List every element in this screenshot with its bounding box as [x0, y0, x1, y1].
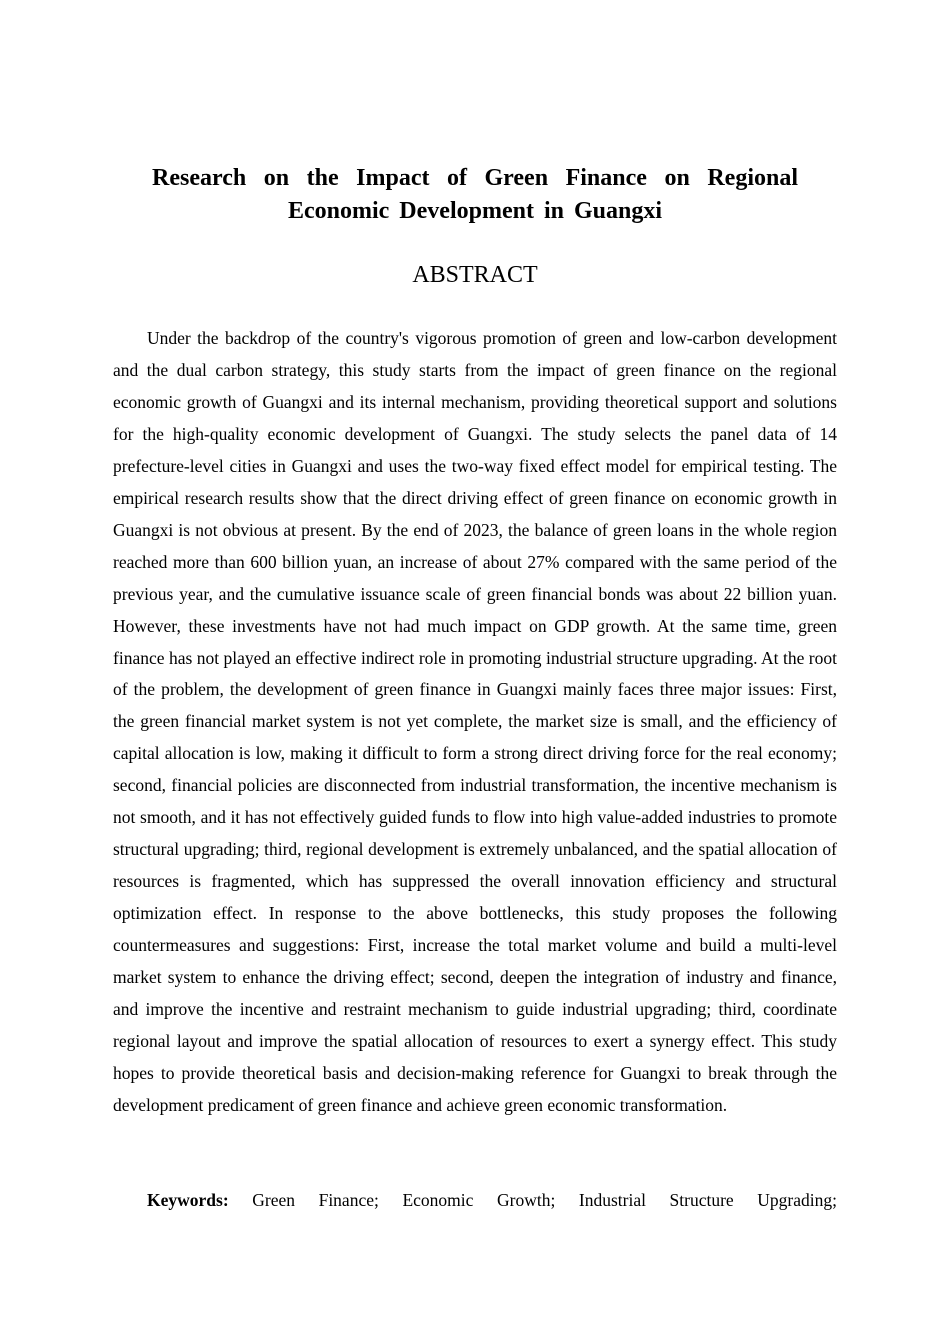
paper-title [152, 162, 798, 228]
paper-title-line-1: Research on the Impact of Green Finance on Regional [152, 165, 798, 191]
abstract-heading: ABSTRACT [412, 262, 538, 288]
abstract-body: Under the backdrop of the country's vigorous promotion of green and low-carbon development and the dual carbon strategy, this study starts from the impact of green finance on the regional economic growth of Guangxi and its internal mechanism, providing theoretical support and solutions for the high-quality economic development of Guangxi. The study selects the panel data of 14 prefecture-level cities in Guangxi and uses the two-way fixed effect model for empirical testing. The empirical research results show that the direct driving effect of green finance on economic growth in Guangxi is not obvious at present. By the end of 2023, the balance of green loans in the whole region reached more than 600 billion yuan, an increase of about 27% compared with the same period of the previous year, and the cumulative issuance scale of green financial bonds was about 22 billion yuan. However, these investments have not had much impact on GDP growth. At the same time, green finance has not played an effective indirect role in promoting industrial structure upgrading. At the root of the problem, the development of green finance in Guangxi mainly faces three major issues: First, the green financial market system is not yet complete, the market size is small, and the efficiency of capital allocation is low, making it difficult to form a strong direct driving force for the real economy; second, financial policies are disconnected from industrial transformation, the incentive mechanism is not smooth, and it has not effectively guided funds to flow into high value-added industries to promote structural upgrading; third, regional development is extremely unbalanced, and the spatial allocation of resources is fragmented, which has suppressed the overall innovation efficiency and structural optimization effect. In response to the above bottlenecks, this study proposes the following countermeasures and suggestions: First, increase the total market volume and build a multi-level market system to enhance the driving effect; second, deepen the integration of industry and finance, and improve the incentive and restraint mechanism to guide industrial upgrading; third, coordinate regional layout and improve the spatial allocation of resources to exert a synergy effect. This study hopes to provide theoretical basis and decision-making reference for Guangxi to break through the development predicament of green finance and achieve green economic transformation. [113, 328, 837, 1115]
keywords-line [113, 1185, 837, 1217]
paper-title-line-2: Economic Development in Guangxi [287, 198, 662, 224]
keywords-label: Keywords: [147, 1190, 229, 1210]
keywords-text: Green Finance; Economic Growth; Industrial Structure Upgrading; [252, 1190, 837, 1210]
